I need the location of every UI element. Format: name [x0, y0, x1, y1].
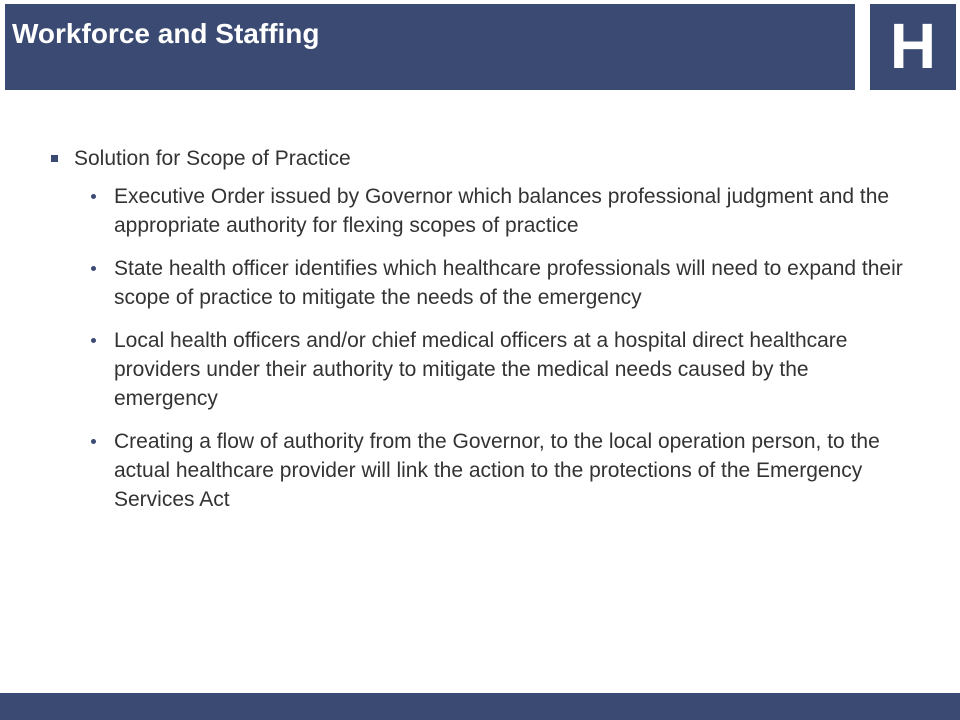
bullet-text: State health officer identifies which healthcare professionals will need to expand their scope of practice to mitigate the needs of the emergency [114, 257, 903, 309]
dot-bullet-icon [91, 194, 96, 199]
bullet-item [90, 182, 914, 240]
title-bar [5, 4, 855, 90]
logo-letter: H [889, 10, 937, 82]
bullet-item [90, 427, 914, 514]
bullet-text: Executive Order issued by Governor which balances professional judgment and the appropriate authority for flexing scopes of practice [114, 185, 890, 237]
section-heading-item [50, 144, 930, 174]
bullet-item [90, 326, 914, 413]
dot-bullet-icon [91, 266, 96, 271]
bullet-text: Creating a flow of authority from the Governor, to the local operation person, to the actual healthcare provider will link the action to the protections of the Emergency Services Act [114, 430, 880, 511]
bullet-item [90, 254, 914, 312]
square-bullet-icon [51, 155, 58, 162]
dot-bullet-icon [91, 338, 96, 343]
bullet-text: Local health officers and/or chief medical officers at a hospital direct healthcare providers under their authority to mitigate the medical needs caused by the emergency [114, 329, 848, 410]
footer-bar [0, 693, 960, 720]
section-heading: Solution for Scope of Practice [74, 147, 351, 170]
dot-bullet-icon [91, 439, 96, 444]
slide-content [50, 144, 930, 528]
slide-title: Workforce and Staffing [12, 18, 320, 49]
logo-box [870, 4, 956, 90]
